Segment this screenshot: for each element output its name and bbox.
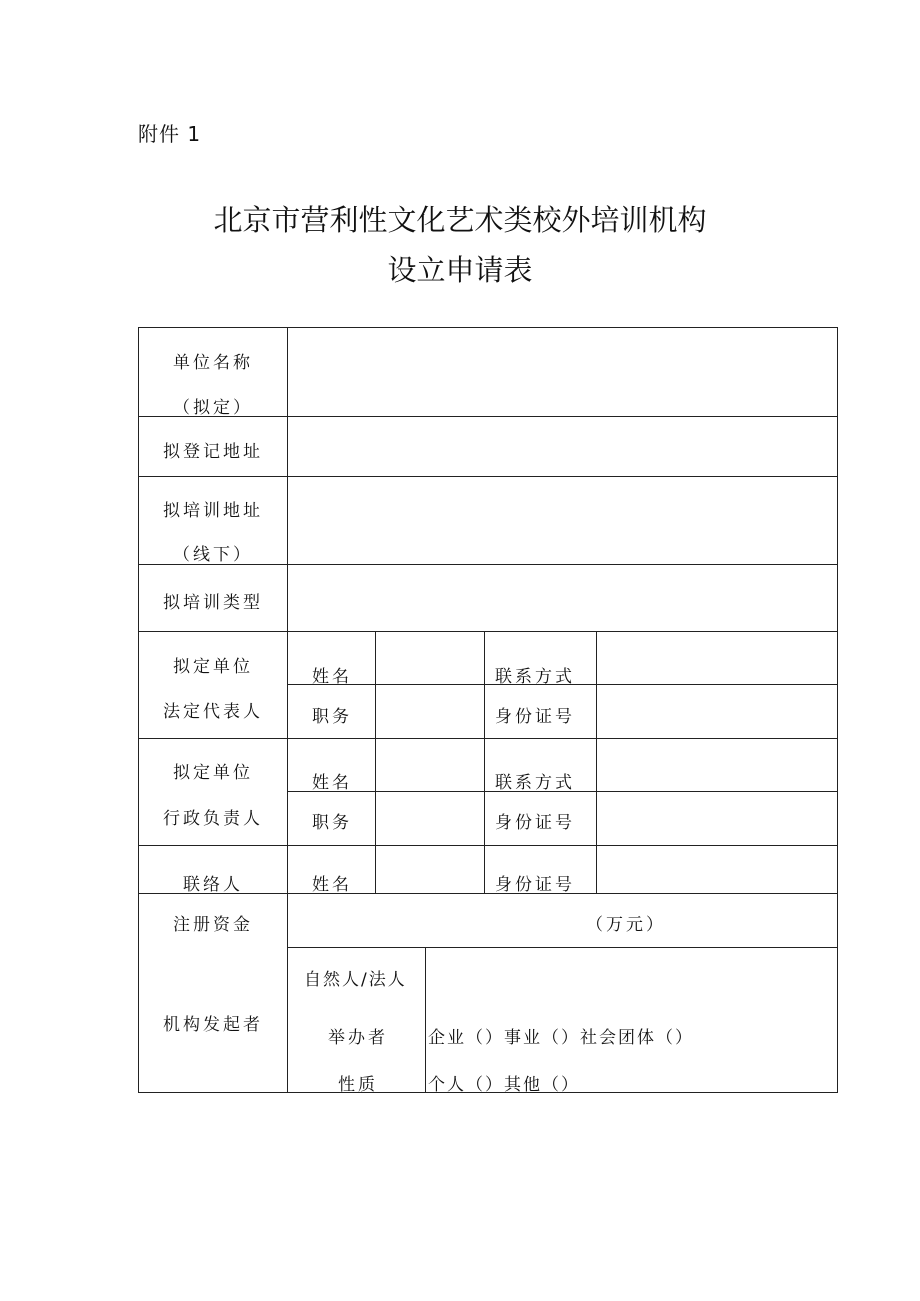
attachment-label: 附件 1 [138, 122, 202, 146]
label-unit-name: 单位名称 [173, 353, 253, 373]
row-divider [138, 845, 838, 846]
table-border-right [837, 327, 838, 1093]
label-name: 姓名 [312, 773, 352, 793]
label-train-type: 拟培训类型 [163, 593, 263, 613]
label-name: 姓名 [312, 875, 352, 895]
label-id-number: 身份证号 [495, 707, 575, 727]
row-divider [138, 738, 838, 739]
column-divider [484, 631, 485, 893]
label-position: 职务 [312, 813, 352, 833]
label-admin-head-2: 行政负责人 [163, 809, 263, 829]
column-divider [375, 631, 376, 893]
label-capital-unit: （万元） [586, 915, 666, 935]
column-divider [596, 631, 597, 893]
nature-options-line2: 个人（）其他（） [428, 1075, 580, 1095]
label-legal-rep-1: 拟定单位 [173, 657, 253, 677]
label-contact: 联系方式 [495, 667, 575, 687]
table-border-top [138, 327, 838, 328]
label-sponsor-nature-1: 举办者 [328, 1028, 388, 1048]
label-contact: 联系方式 [495, 773, 575, 793]
label-train-address: 拟培训地址 [163, 501, 263, 521]
label-position: 职务 [312, 707, 352, 727]
label-id-number: 身份证号 [495, 813, 575, 833]
label-legal-rep-2: 法定代表人 [163, 702, 263, 722]
label-id-number: 身份证号 [495, 875, 575, 895]
form-subtitle: 设立申请表 [387, 253, 533, 287]
label-natural-legal: 自然人/法人 [304, 970, 407, 990]
column-divider [425, 947, 426, 1093]
form-title: 北京市营利性文化艺术类校外培训机构 [213, 203, 707, 237]
row-divider [138, 631, 838, 632]
label-contact-person: 联络人 [183, 875, 243, 895]
label-sponsor-nature-2: 性质 [338, 1075, 378, 1095]
label-unit-name-note: （拟定） [173, 398, 253, 418]
label-admin-head-1: 拟定单位 [173, 763, 253, 783]
row-divider [287, 947, 838, 948]
nature-options-line1: 企业（）事业（）社会团体（） [428, 1028, 694, 1048]
row-divider [138, 476, 838, 477]
label-reg-address: 拟登记地址 [163, 442, 263, 462]
label-registered-capital: 注册资金 [173, 915, 253, 935]
label-sponsor: 机构发起者 [163, 1015, 263, 1035]
label-name: 姓名 [312, 667, 352, 687]
label-train-address-note: （线下） [173, 545, 253, 565]
